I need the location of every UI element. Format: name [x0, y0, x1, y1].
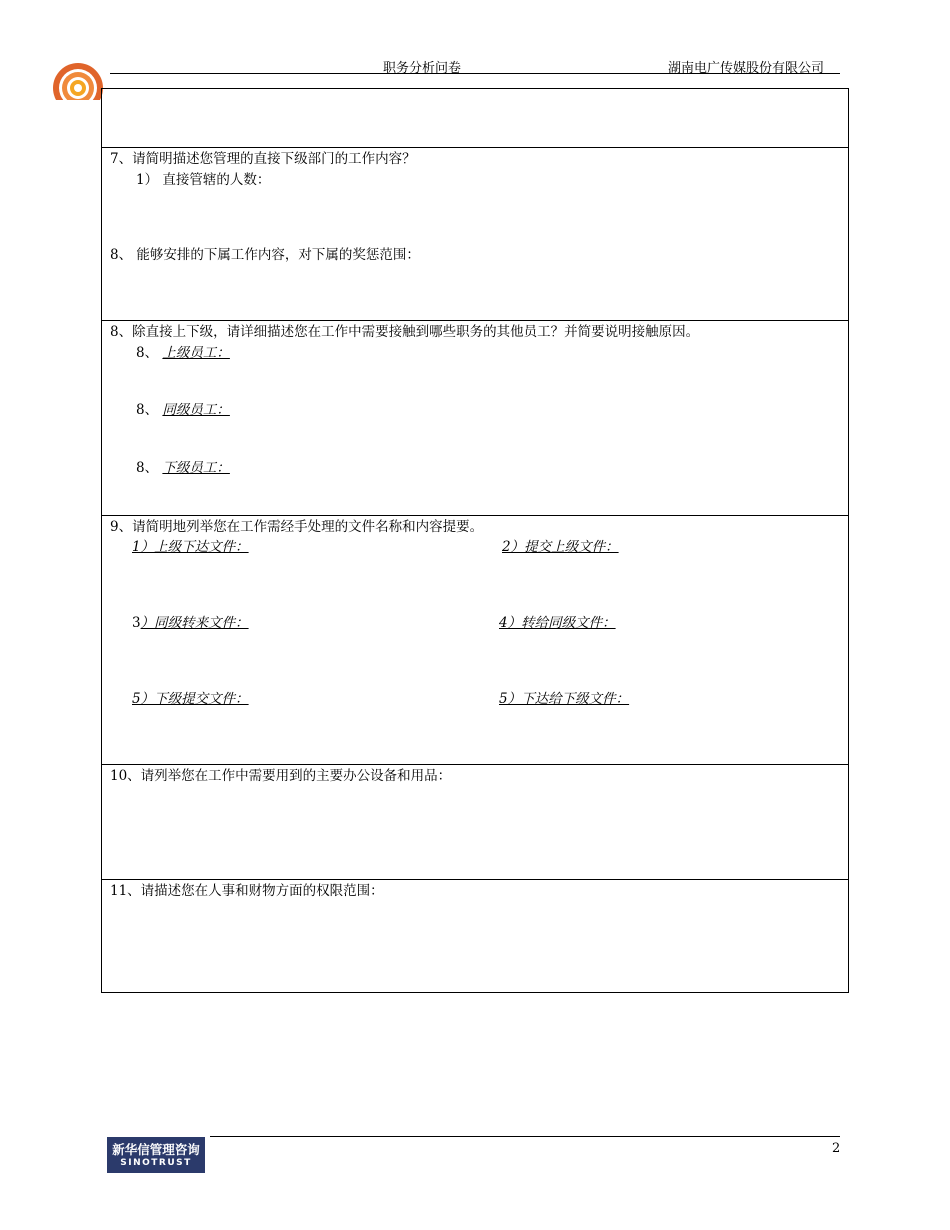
peer-staff-label: 同级员工：: [162, 402, 230, 418]
question-8-superior: [136, 345, 230, 361]
doc-to-peer-label: 4）转给同级文件：: [499, 615, 616, 631]
list-prefix: 8、: [136, 345, 159, 361]
questionnaire-table: [101, 88, 849, 993]
question-9-section[interactable]: [102, 515, 848, 764]
question-11-section[interactable]: [102, 879, 848, 992]
doc-from-subordinate-label: 5）下级提交文件：: [132, 691, 249, 707]
question-11-text: 11、请描述您在人事和财物方面的权限范围：: [110, 883, 384, 899]
question-9-text: 9、请简明地列举您在工作需经手处理的文件名称和内容提要。: [110, 519, 484, 535]
sinotrust-logo: [107, 1137, 205, 1173]
question-7-item-scope: 8、 能够安排的下属工作内容，对下属的奖惩范围：: [110, 247, 420, 263]
company-logo: [52, 60, 104, 100]
doc-from-peer-label: 3）同级转来文件：: [132, 615, 249, 631]
list-prefix: 8、: [136, 402, 159, 418]
footer-divider: [210, 1136, 840, 1137]
company-name: 湖南电广传媒股份有限公司: [668, 61, 825, 76]
subordinate-staff-label: 下级员工：: [162, 460, 230, 476]
doc-to-subordinate-label: 5）下达给下级文件：: [499, 691, 630, 707]
header-divider: [110, 73, 840, 74]
answer-box-previous[interactable]: [102, 89, 848, 147]
question-8-peer: [136, 402, 230, 418]
document-title: 职务分析问卷: [383, 61, 462, 76]
question-10-section[interactable]: [102, 764, 848, 879]
doc-to-superior-label: 2）提交上级文件：: [502, 539, 619, 555]
question-7-section[interactable]: [102, 147, 848, 320]
logo-english-text: SINOTRUST: [120, 1158, 192, 1168]
question-8-subordinate: [136, 460, 230, 476]
question-10-text: 10、请列举您在工作中需要用到的主要办公设备和用品：: [110, 768, 452, 784]
question-7-text: 7、请简明描述您管理的直接下级部门的工作内容？: [110, 151, 416, 167]
superior-staff-label: 上级员工：: [162, 345, 230, 361]
page-number: 2: [832, 1141, 841, 1156]
question-8-section[interactable]: [102, 320, 848, 515]
logo-chinese-text: 新华信管理咨询: [112, 1142, 200, 1157]
list-prefix: 8、: [136, 460, 159, 476]
question-8-text: 8、除直接上下级，请详细描述您在工作中需要接触到哪些职务的其他员工？并简要说明接触原因。: [110, 324, 700, 340]
question-7-item-headcount: 1） 直接管辖的人数：: [136, 172, 271, 188]
doc-from-superior-label: 1）上级下达文件：: [132, 539, 249, 555]
